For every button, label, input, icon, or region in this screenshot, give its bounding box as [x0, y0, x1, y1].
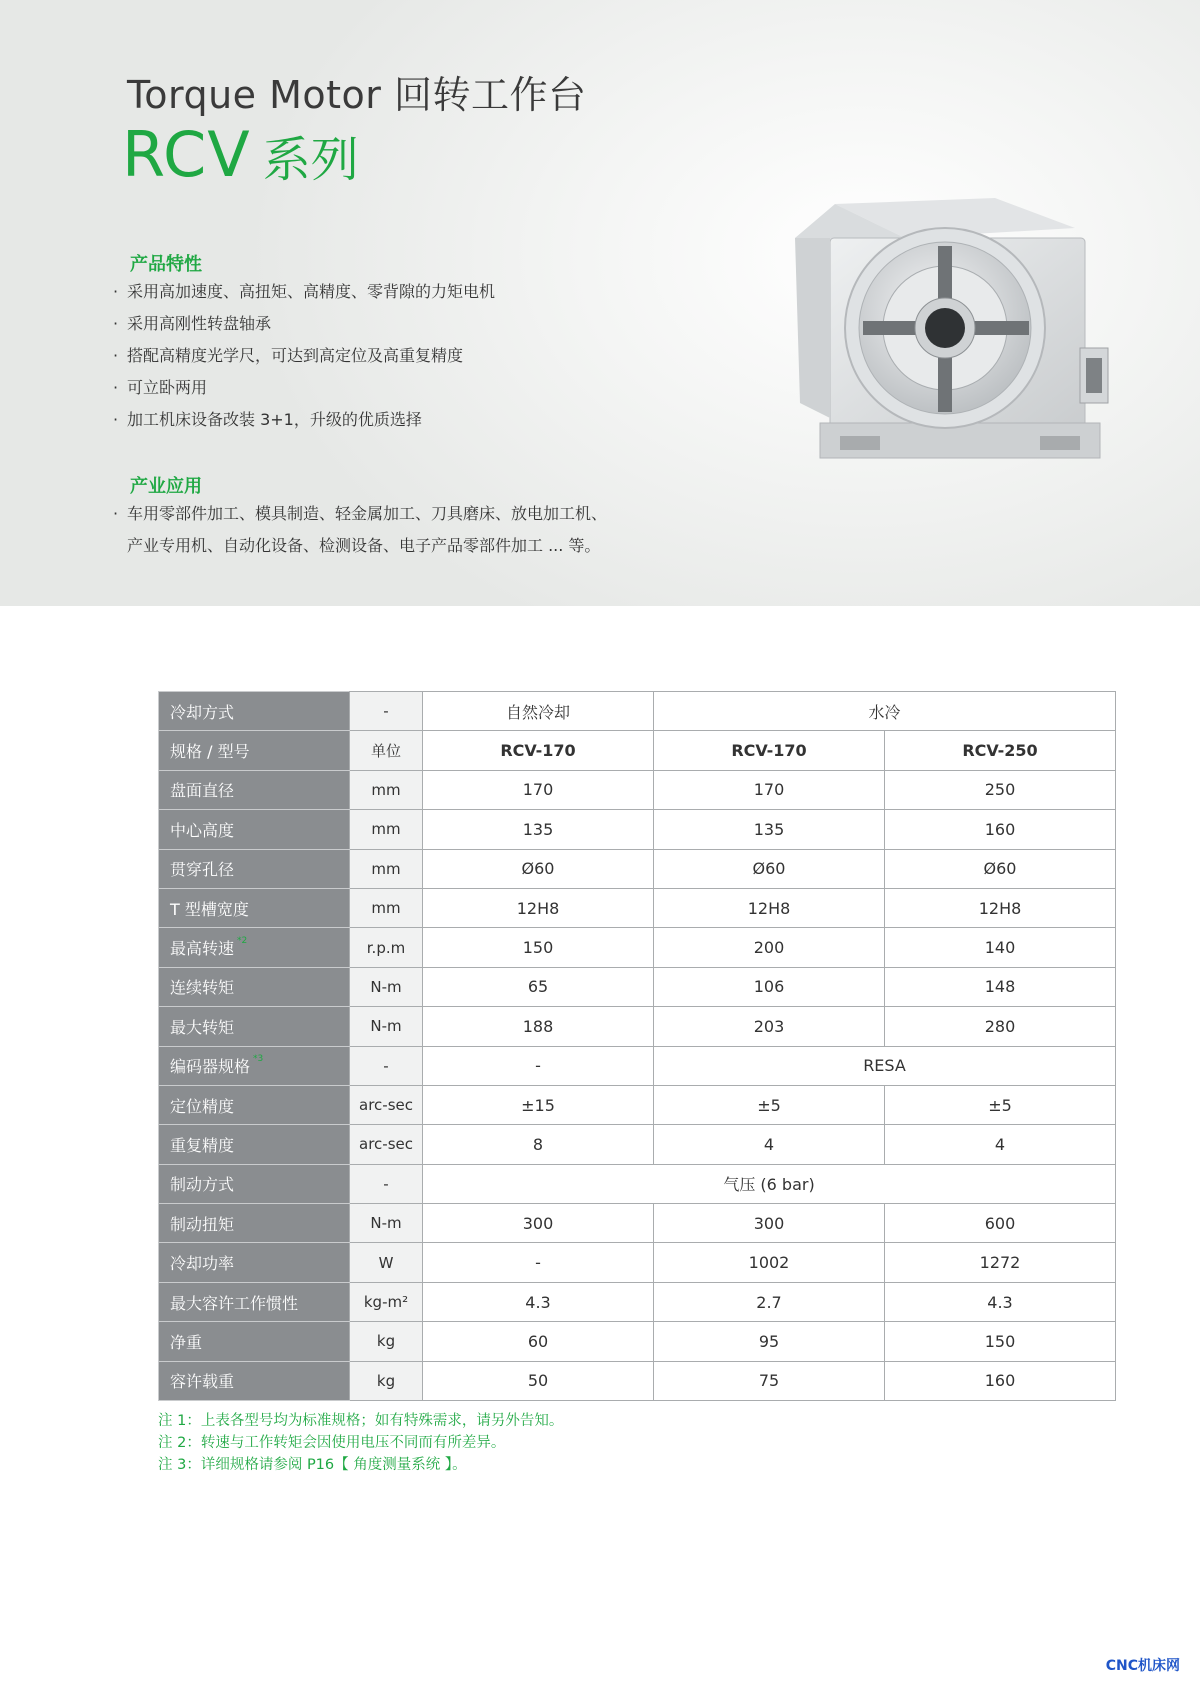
spec-table — [158, 691, 1116, 1401]
feature-item: · 采用高刚性转盘轴承 — [113, 314, 272, 333]
table-row: 冷却方式 - 自然冷却 水冷 — [159, 692, 1116, 731]
table-row: 净重 kg 60 95 150 — [159, 1322, 1116, 1361]
footnote: 注 1：上表各型号均为标准规格；如有特殊需求，请另外告知。 — [158, 1413, 564, 1429]
features-list — [113, 276, 495, 436]
table-row: 规格 / 型号 单位 RCV-170 RCV-170 RCV-250 — [159, 731, 1116, 770]
table-row: 连续转矩 N-m 65 106 148 — [159, 967, 1116, 1006]
table-row: 容许载重 kg 50 75 160 — [159, 1361, 1116, 1400]
rotary-table-image — [795, 198, 1115, 473]
table-row: 中心高度 mm 135 135 160 — [159, 810, 1116, 849]
table-row: 重复精度 arc-sec 8 4 4 — [159, 1125, 1116, 1164]
table-row: 最高转速 $^{*2}$ r.p.m 150 200 140 — [159, 928, 1116, 967]
table-row: 最大转矩 N-m 188 203 280 — [159, 1007, 1116, 1046]
table-row: 盘面直径 mm 170 170 250 — [159, 770, 1116, 809]
table-row: T 型槽宽度 mm 12H8 12H8 12H8 — [159, 888, 1116, 927]
table-row: 定位精度 arc-sec ±15 ±5 ±5 — [159, 1085, 1116, 1124]
applications-list — [113, 498, 607, 562]
application-item: 产业专用机、自动化设备、检测设备、电子产品零部件加工 ... 等。 — [127, 536, 601, 555]
applications-title: 产业应用 — [130, 476, 202, 497]
feature-item: · 搭配高精度光学尺，可达到高定位及高重复精度 — [113, 346, 464, 365]
table-row: 编码器规格 $^{*3}$ - - RESA — [159, 1046, 1116, 1085]
feature-item: · 采用高加速度、高扭矩、高精度、零背隙的力矩电机 — [113, 282, 496, 301]
footnote: 注 3：详细规格请参阅 P16【 角度测量系统 】。 — [158, 1457, 467, 1473]
series-model: RCV — [122, 118, 251, 191]
table-row: 贯穿孔径 mm Ø60 Ø60 Ø60 — [159, 849, 1116, 888]
series-title — [122, 118, 359, 191]
feature-item: · 加工机床设备改装 3+1，升级的优质选择 — [113, 410, 422, 429]
features-title: 产品特性 — [130, 254, 202, 275]
watermark: CNC机床网 — [1105, 1658, 1180, 1674]
table-row: 冷却功率 W - 1002 1272 — [159, 1243, 1116, 1282]
footnote: 注 2：转速与工作转矩会因使用电压不同而有所差异。 — [158, 1435, 506, 1451]
title-line1: Torque Motor 回转工作台 — [127, 73, 587, 117]
table-row: 最大容许工作惯性 kg-m² 4.3 2.7 4.3 — [159, 1282, 1116, 1321]
feature-item: · 可立卧两用 — [113, 378, 208, 397]
series-label: 系列 — [262, 132, 359, 188]
table-row: 制动方式 - 气压 (6 bar) — [159, 1164, 1116, 1203]
application-item: · 车用零部件加工、模具制造、轻金属加工、刀具磨床、放电加工机、 — [113, 504, 608, 523]
table-row: 制动扭矩 N-m 300 300 600 — [159, 1204, 1116, 1243]
footnotes — [158, 1410, 563, 1476]
